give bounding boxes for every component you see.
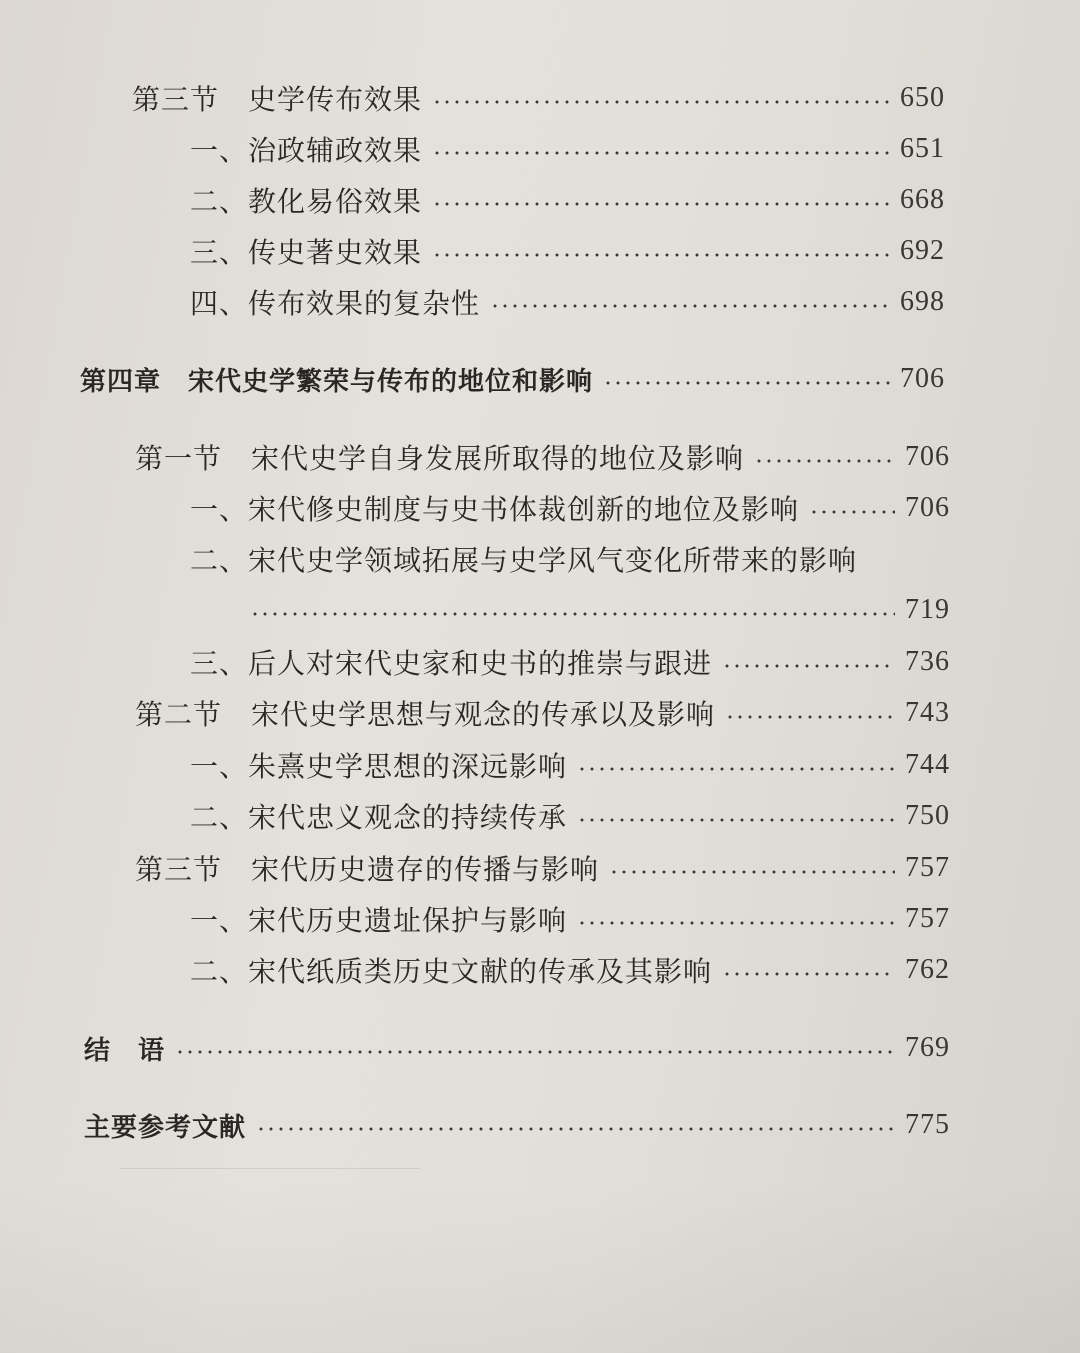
dot-leader: [175, 1049, 895, 1055]
page-number: 750: [905, 800, 950, 831]
toc-entry-item: [190, 742, 950, 788]
page-number: 692: [900, 235, 945, 266]
page-number: 757: [905, 852, 950, 883]
dot-leader: [432, 201, 890, 207]
entry-title: 第二节 宋代史学思想与观念的传承以及影响: [135, 698, 716, 731]
page-number: 769: [905, 1032, 950, 1063]
entry-title: 二、宋代忠义观念的持续传承: [190, 801, 568, 834]
dot-leader: [754, 458, 895, 464]
dot-leader: [577, 766, 895, 772]
toc-entry-conclusion: [84, 1025, 950, 1071]
toc-entry-section: [132, 75, 945, 121]
entry-title: 三、后人对宋代史家和史书的推崇与跟进: [190, 647, 713, 680]
entry-title: 三、传史著史效果: [190, 236, 423, 269]
toc-entry-item: [190, 279, 945, 325]
page-number: 762: [905, 954, 950, 985]
entry-title: 主要参考文献: [84, 1112, 247, 1143]
page-number: 698: [900, 286, 945, 317]
toc-entry-item: [190, 947, 950, 993]
page-number: 736: [905, 646, 950, 677]
entry-title: 一、治政辅政效果: [190, 134, 423, 167]
toc-entry-item: [190, 228, 945, 274]
dot-leader: [725, 714, 895, 720]
dot-leader: [609, 869, 895, 875]
toc-entry-section: [135, 690, 950, 736]
bleed-through-divider: [120, 1168, 420, 1169]
dot-leader: [809, 509, 895, 515]
dot-leader: [432, 99, 890, 105]
toc-entry-references: [84, 1102, 950, 1148]
page-number: 757: [905, 903, 950, 934]
toc-entry-item-label: [190, 536, 950, 582]
entry-title: 二、宋代纸质类历史文献的传承及其影响: [190, 955, 713, 988]
entry-title: 二、宋代史学领域拓展与史学风气变化所带来的影响: [190, 544, 858, 577]
entry-title: 第四章 宋代史学繁荣与传布的地位和影响: [80, 366, 594, 397]
toc-entry-item-leader: [250, 587, 950, 633]
entry-title: 结 语: [84, 1035, 166, 1066]
dot-leader: [490, 303, 890, 309]
toc-entry-section: [135, 434, 950, 480]
page-number: 706: [905, 492, 950, 523]
dot-leader: [722, 971, 895, 977]
toc-entry-item: [190, 896, 950, 942]
page-number: 706: [900, 363, 945, 394]
dot-leader: [722, 663, 895, 669]
dot-leader: [603, 380, 890, 386]
page-number: 719: [905, 594, 950, 625]
toc-entry-item: [190, 126, 945, 172]
page-number: 668: [900, 184, 945, 215]
entry-title: 一、宋代修史制度与史书体裁创新的地位及影响: [190, 493, 800, 526]
toc-entry-item: [190, 485, 950, 531]
dot-leader: [577, 920, 895, 926]
dot-leader: [577, 817, 895, 823]
entry-title: 第一节 宋代史学自身发展所取得的地位及影响: [135, 442, 745, 475]
page-number: 650: [900, 82, 945, 113]
entry-title: 二、教化易俗效果: [190, 185, 423, 218]
page-number: 743: [905, 697, 950, 728]
dot-leader: [256, 1126, 895, 1132]
entry-title: 一、宋代历史遗址保护与影响: [190, 904, 568, 937]
toc-entry-item: [190, 793, 950, 839]
bleed-through-shadow: [0, 1180, 1080, 1353]
page-number: 775: [905, 1109, 950, 1140]
dot-leader: [250, 611, 895, 617]
entry-title: 四、传布效果的复杂性: [190, 287, 481, 320]
entry-title: 第三节 宋代历史遗存的传播与影响: [135, 853, 600, 886]
page-number: 744: [905, 749, 950, 780]
toc-entry-section: [135, 845, 950, 891]
entry-title: 一、朱熹史学思想的深远影响: [190, 750, 568, 783]
entry-title: 第三节 史学传布效果: [132, 83, 423, 116]
toc-entry-item: [190, 639, 950, 685]
page-number: 706: [905, 441, 950, 472]
dot-leader: [432, 252, 890, 258]
toc-entry-item: [190, 177, 945, 223]
page-number: 651: [900, 133, 945, 164]
toc-entry-chapter: [80, 356, 945, 402]
dot-leader: [432, 150, 890, 156]
